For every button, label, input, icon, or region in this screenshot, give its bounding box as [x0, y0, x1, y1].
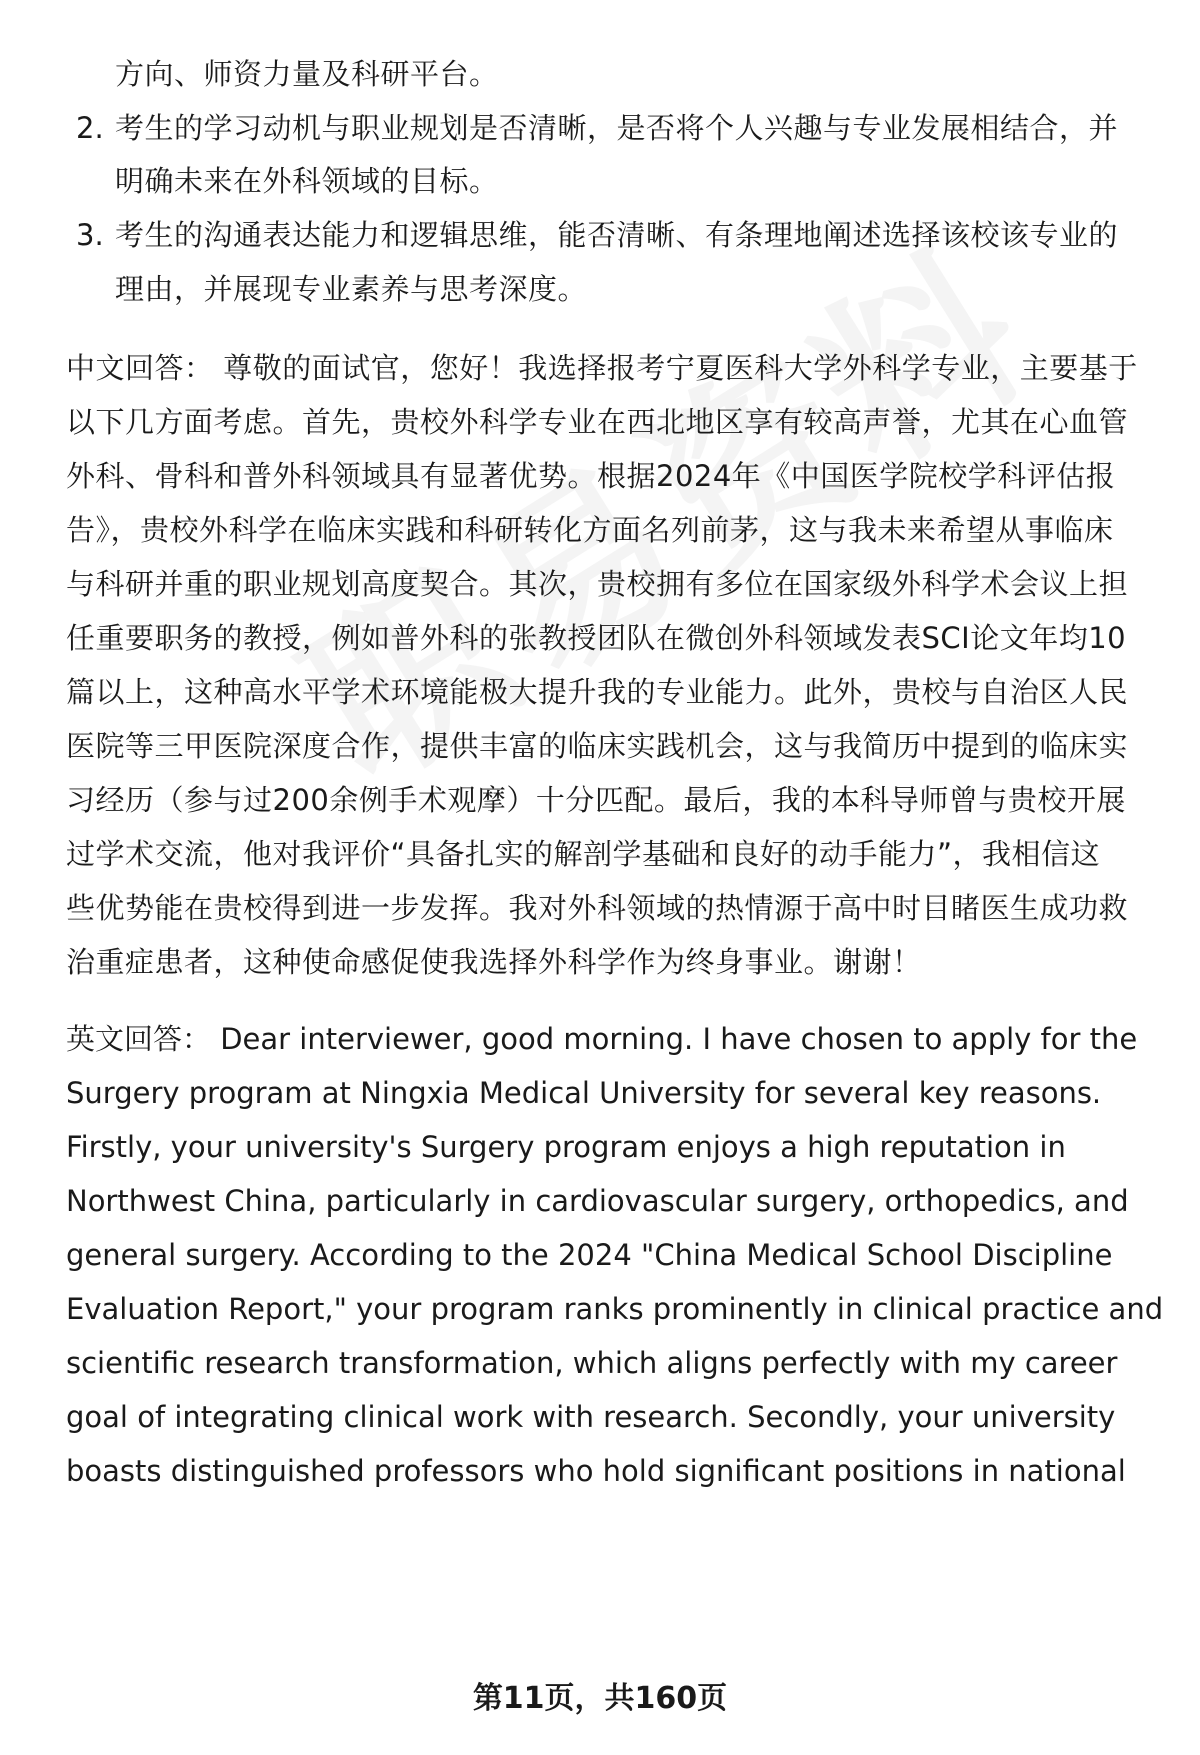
list-item-2-number: 2.: [76, 111, 104, 145]
list-item-3-number: 3.: [76, 218, 104, 252]
english-answer-line: goal of integrating clinical work with research. Secondly, your university: [66, 1400, 1116, 1434]
chinese-answer-line: 外科、骨科和普外科领域具有显著优势。根据2024年《中国医学院校学科评估报: [66, 459, 1116, 493]
chinese-answer-line: 过学术交流，他对我评价“具备扎实的解剖学基础和良好的动手能力”，我相信这: [66, 837, 1101, 871]
list-item-3-line-1: 考生的沟通表达能力和逻辑思维，能否清晰、有条理地阐述选择该校该专业的: [115, 218, 1119, 252]
english-answer-line: Northwest China, particularly in cardiovascular surgery, orthopedics, and: [66, 1184, 1129, 1218]
chinese-answer-line: 治重症患者，这种使命感促使我选择外科学作为终身事业。谢谢！: [66, 945, 922, 979]
chinese-answer-line: 与科研并重的职业规划高度契合。其次，贵校拥有多位在国家级外科学术会议上担: [66, 567, 1129, 601]
chinese-answer-line: 习经历（参与过200余例手术观摩）十分匹配。最后，我的本科导师曾与贵校开展: [66, 783, 1126, 817]
english-answer-line: Surgery program at Ningxia Medical University for several key reasons.: [66, 1076, 1102, 1110]
english-answer-line: general surgery. According to the 2024 "China Medical School Discipline: [66, 1238, 1113, 1272]
chinese-answer-line: 中文回答： 尊敬的面试官，您好！我选择报考宁夏医科大学外科学专业，主要基于: [66, 351, 1138, 385]
english-answer-line: scientific research transformation, which aligns perfectly with my career: [66, 1346, 1118, 1380]
page-number-footer: 第11页，共160页: [472, 1681, 728, 1716]
list-item-2-line-1: 考生的学习动机与职业规划是否清晰，是否将个人兴趣与专业发展相结合，并: [115, 111, 1119, 145]
chinese-answer-line: 些优势能在贵校得到进一步发挥。我对外科领域的热情源于高中时目睹医生成功救: [66, 891, 1129, 925]
chinese-answer-line: 篇以上，这种高水平学术环境能极大提升我的专业能力。此外，贵校与自治区人民: [66, 675, 1129, 709]
english-answer-line: Evaluation Report," your program ranks prominently in clinical practice and: [66, 1292, 1164, 1326]
list-item-3-line-2: 理由，并展现专业素养与思考深度。: [115, 272, 588, 306]
chinese-answer-line: 告》，贵校外科学在临床实践和科研转化方面名列前茅，这与我未来希望从事临床: [66, 513, 1114, 547]
english-answer-line: Firstly, your university's Surgery program enjoys a high reputation in: [66, 1130, 1066, 1164]
english-answer-line: 英文回答： Dear interviewer, good morning. I have chosen to apply for the: [66, 1022, 1138, 1056]
chinese-answer-line: 以下几方面考虑。首先，贵校外科学专业在西北地区享有较高声誉，尤其在心血管: [66, 405, 1129, 439]
chinese-answer-line: 医院等三甲医院深度合作，提供丰富的临床实践机会，这与我简历中提到的临床实: [66, 729, 1129, 763]
list-item-2-line-2: 明确未来在外科领域的目标。: [115, 164, 499, 198]
chinese-answer-line: 任重要职务的教授，例如普外科的张教授团队在微创外科领域发表SCI论文年均10: [66, 621, 1127, 655]
english-answer-line: boasts distinguished professors who hold significant positions in national: [66, 1454, 1126, 1488]
list-item-1-line-1: 方向、师资力量及科研平台。: [115, 57, 499, 91]
